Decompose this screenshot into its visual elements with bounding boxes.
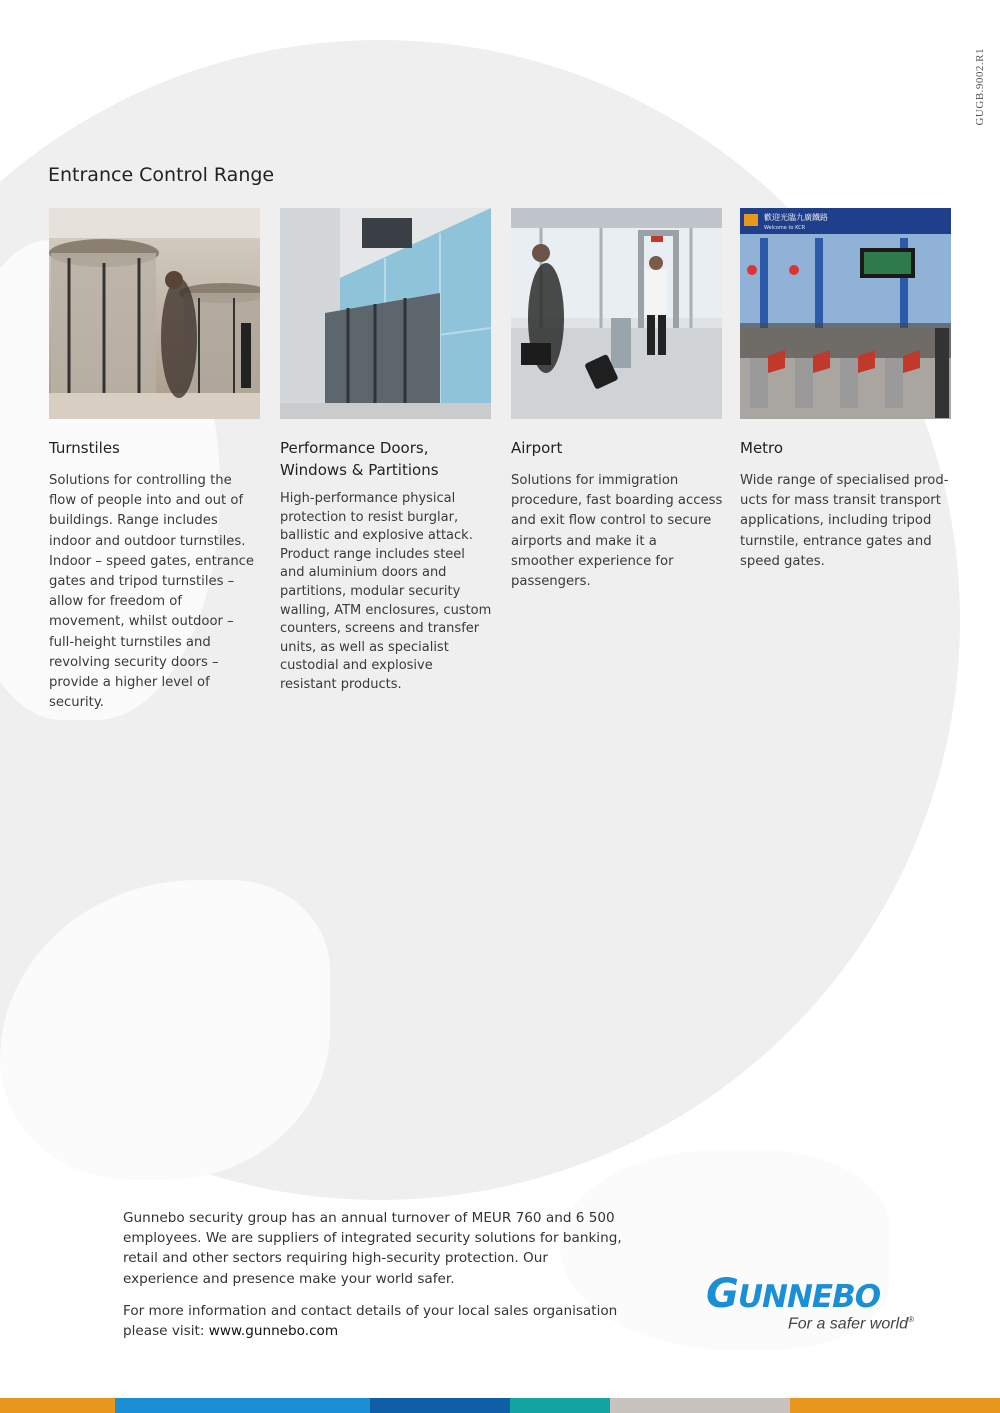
color-bar-segment xyxy=(370,1398,510,1413)
column-airport xyxy=(511,208,723,592)
logo-tagline-text: For a safer world xyxy=(788,1315,909,1333)
footer-contact-prefix: For more information and contact details of your local sales organisation please visit: xyxy=(123,1302,618,1340)
color-bar-segment xyxy=(0,1398,115,1413)
photo-airport xyxy=(511,208,722,419)
column-text: High-performance physical protection to resist burglar, ballistic and explosive attack. Product range includes steel and aluminium doors and partitions, modular security walling, ATM enclosures, custom counters, screens and transfer units, as well as specialist custodial and explosive resistant products. xyxy=(280,491,492,692)
photo-performance-doors xyxy=(280,208,491,419)
column-text: Solutions for immigration procedure, fast boarding access and exit flow control to secure airports and make it a smoother experience for passengers. xyxy=(511,473,723,590)
photo-metro xyxy=(740,208,951,419)
column-title: Performance Doors, Windows & Partitions xyxy=(280,439,439,479)
footer-about: Gunnebo security group has an annual turnover of MEUR 760 and 6 500 employees. We are suppliers of integrated security solutions for banking, retail and other sectors requiring high-security protection. Our experience and presence make your world safer. xyxy=(123,1210,622,1287)
color-bar-segment xyxy=(510,1398,610,1413)
column-title: Airport xyxy=(511,439,563,457)
column-performance-doors xyxy=(280,208,492,695)
color-bar xyxy=(0,1398,1000,1413)
building-facade-photo xyxy=(280,208,491,419)
photo-turnstiles xyxy=(49,208,260,419)
footer-text xyxy=(123,1208,623,1353)
registered-mark: ® xyxy=(908,1315,914,1324)
section-title: Entrance Control Range xyxy=(48,164,275,186)
column-metro xyxy=(740,208,952,572)
column-text: Solutions for controlling the flow of people into and out of buildings. Range includes indoor and outdoor turnstiles. Indoor – speed gates, entrance gates and tripod turnstiles – allow for freedom of movement, whilst outdoor – full-height turnstiles and revolving security doors – provide a higher level of security. xyxy=(49,473,255,711)
column-title: Turnstiles xyxy=(49,439,120,457)
gunnebo-logo xyxy=(706,1270,936,1333)
color-bar-segment xyxy=(610,1398,790,1413)
metro-sign-english: Welcome to KCR xyxy=(764,225,806,231)
column-title: Metro xyxy=(740,439,784,457)
website-link[interactable]: www.gunnebo.com xyxy=(208,1323,339,1340)
airport-gate-photo xyxy=(511,208,722,419)
logo-rest: UNNEBO xyxy=(737,1279,881,1315)
color-bar-segment xyxy=(115,1398,370,1413)
logo-wordmark xyxy=(706,1270,936,1321)
metro-sign-chinese: 歡迎光臨九廣鐵路 xyxy=(764,213,828,222)
document-code: GUGB.9002.R1 xyxy=(974,48,986,126)
footer-contact xyxy=(123,1301,623,1341)
color-bar-segment xyxy=(790,1398,1000,1413)
logo-tagline xyxy=(788,1315,936,1333)
column-turnstiles xyxy=(49,208,261,713)
metro-station-photo xyxy=(740,208,951,419)
column-text: Wide range of specialised prod-ucts for mass transit transport applications, including tripod turnstile, entrance gates and speed gates. xyxy=(740,473,949,569)
logo-first-letter: G xyxy=(706,1271,738,1317)
revolving-door-photo xyxy=(49,208,260,419)
